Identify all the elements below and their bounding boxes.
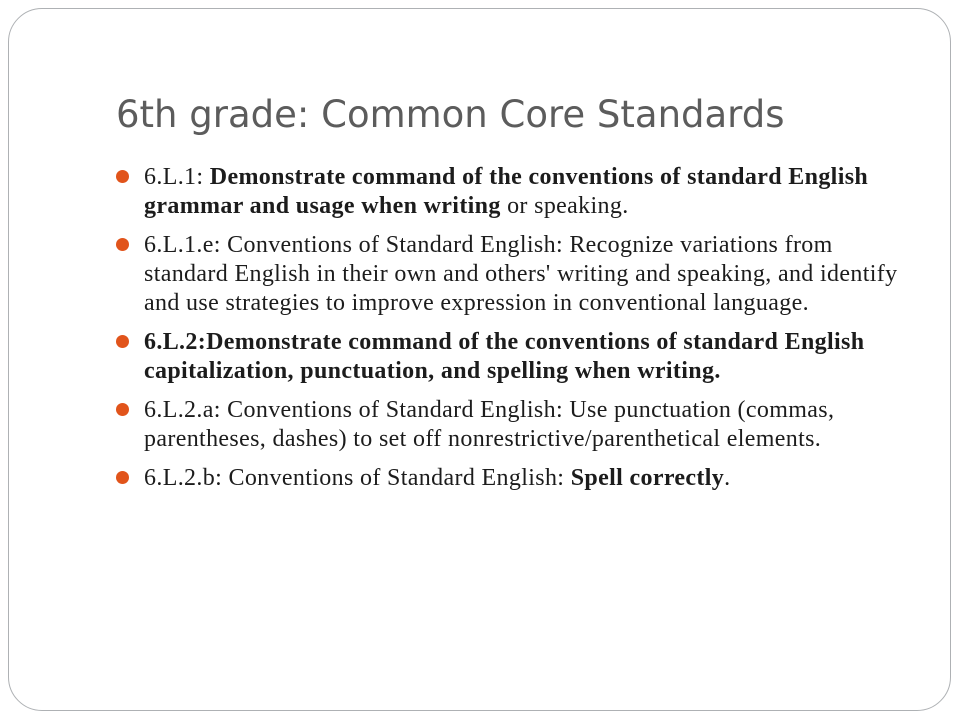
bullet-dot-icon (116, 403, 129, 416)
bullet-item-3 (114, 328, 904, 386)
bullet-dot-icon (116, 471, 129, 484)
slide-title: 6th grade: Common Core Standards (116, 93, 785, 136)
bullet-item-1 (114, 163, 904, 221)
bullet-item-5 (114, 464, 904, 493)
bullet-3-text: 6.L.2:Demonstrate command of the conventions of standard English capitalization, punctuation, and spelling when writing. (144, 329, 865, 384)
bullet-5-code: 6.L.2.b: Conventions of Standard English: (144, 465, 571, 491)
bullet-dot-icon (116, 238, 129, 251)
bullet-dot-icon (116, 335, 129, 348)
bullet-1-code: 6.L.1: (144, 164, 210, 190)
bullet-dot-icon (116, 170, 129, 183)
bullet-1-strong: Demonstrate command of the conventions of standard English grammar and usage when writing (144, 164, 869, 219)
bullet-1-rest: or speaking. (500, 193, 629, 219)
bullet-5-rest: . (724, 465, 731, 491)
bullet-4-text: 6.L.2.a: Conventions of Standard English: Use punctuation (commas, parentheses, dashes) to set off nonrestrictive/parenthetical elements. (144, 397, 835, 452)
bullet-2-text: 6.L.1.e: Conventions of Standard English: Recognize variations from standard English in their own and others' writing and speaking, and identify and use strategies to improve expression in conventional language. (144, 232, 898, 316)
slide-frame (8, 8, 951, 711)
bullet-list (114, 163, 904, 503)
bullet-item-4 (114, 396, 904, 454)
bullet-item-2 (114, 231, 904, 318)
bullet-5-strong: Spell correctly (570, 465, 725, 491)
